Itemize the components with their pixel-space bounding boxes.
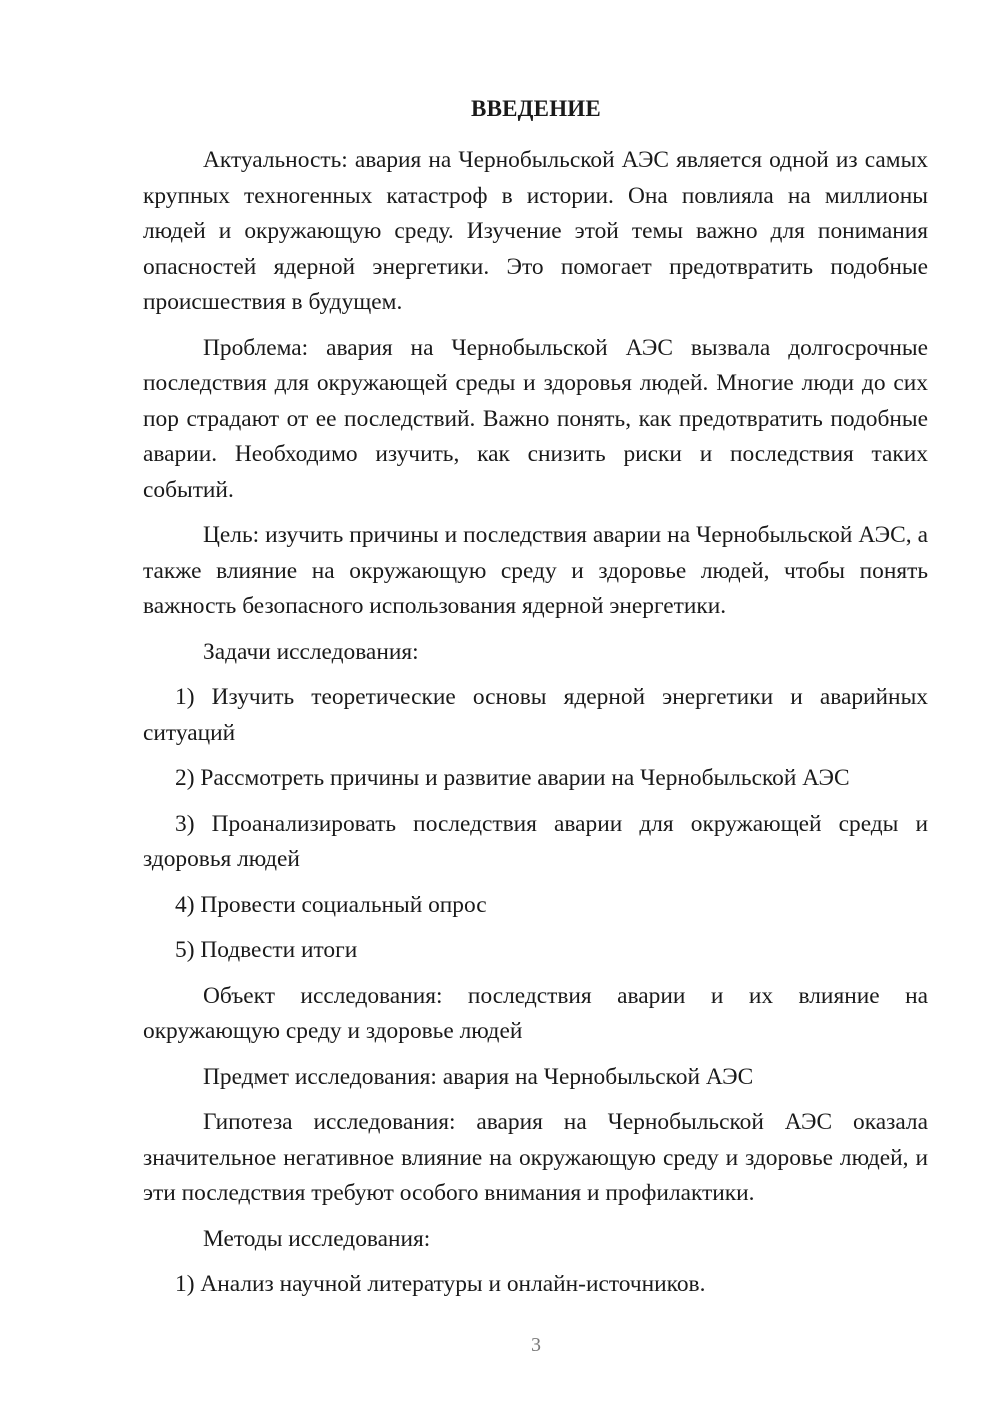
task-item-4: 4) Провести социальный опрос xyxy=(175,891,487,918)
paragraph-goal: Цель: изучить причины и последствия аварии на Чернобыльской АЭС, а также влияние на окружающую среду и здоровье людей, чтобы понять важность безопасного использования ядерной энергетики. xyxy=(143,522,928,619)
section-heading: ВВЕДЕНИЕ xyxy=(471,96,601,121)
page-number: 3 xyxy=(531,1334,541,1356)
task-item-1: 1) Изучить теоретические основы ядерной энергетики и аварийных ситуаций xyxy=(143,684,928,746)
paragraph-hypothesis: Гипотеза исследования: авария на Чернобыльской АЭС оказала значительное негативное влияние на окружающую среду и здоровье людей, и эти последствия требуют особого внимания и профилактики. xyxy=(143,1109,928,1206)
paragraph-tasks-heading: Задачи исследования: xyxy=(203,638,419,665)
paragraph-object: Объект исследования: последствия аварии и их влияние на окружающую среду и здоровье людей xyxy=(143,982,928,1044)
document-body xyxy=(143,143,928,1313)
task-item-5: 5) Подвести итоги xyxy=(175,937,358,963)
paragraph-relevance: Актуальность: авария на Чернобыльской АЭС является одной из самых крупных техногенных катастроф в истории. Она повлияла на миллионы людей и окружающую среду. Изучение этой темы важно для понимания опасностей ядерной энергетики. Это помогает предотвратить подобные происшествия в будущем. xyxy=(143,147,928,315)
method-item-1: 1) Анализ научной литературы и онлайн-источников. xyxy=(175,1271,706,1297)
task-item-2: 2) Рассмотреть причины и развитие аварии на Чернобыльской АЭС xyxy=(175,765,850,791)
task-item-3: 3) Проанализировать последствия аварии для окружающей среды и здоровья людей xyxy=(143,810,928,872)
paragraph-problem: Проблема: авария на Чернобыльской АЭС вызвала долгосрочные последствия для окружающей среды и здоровья людей. Многие люди до сих пор страдают от ее последствий. Важно понять, как предотвратить подобные аварии. Необходимо изучить, как снизить риски и последствия таких событий. xyxy=(143,334,928,503)
paragraph-subject: Предмет исследования: авария на Чернобыльской АЭС xyxy=(203,1063,754,1090)
paragraph-methods-heading: Методы исследования: xyxy=(203,1225,431,1252)
